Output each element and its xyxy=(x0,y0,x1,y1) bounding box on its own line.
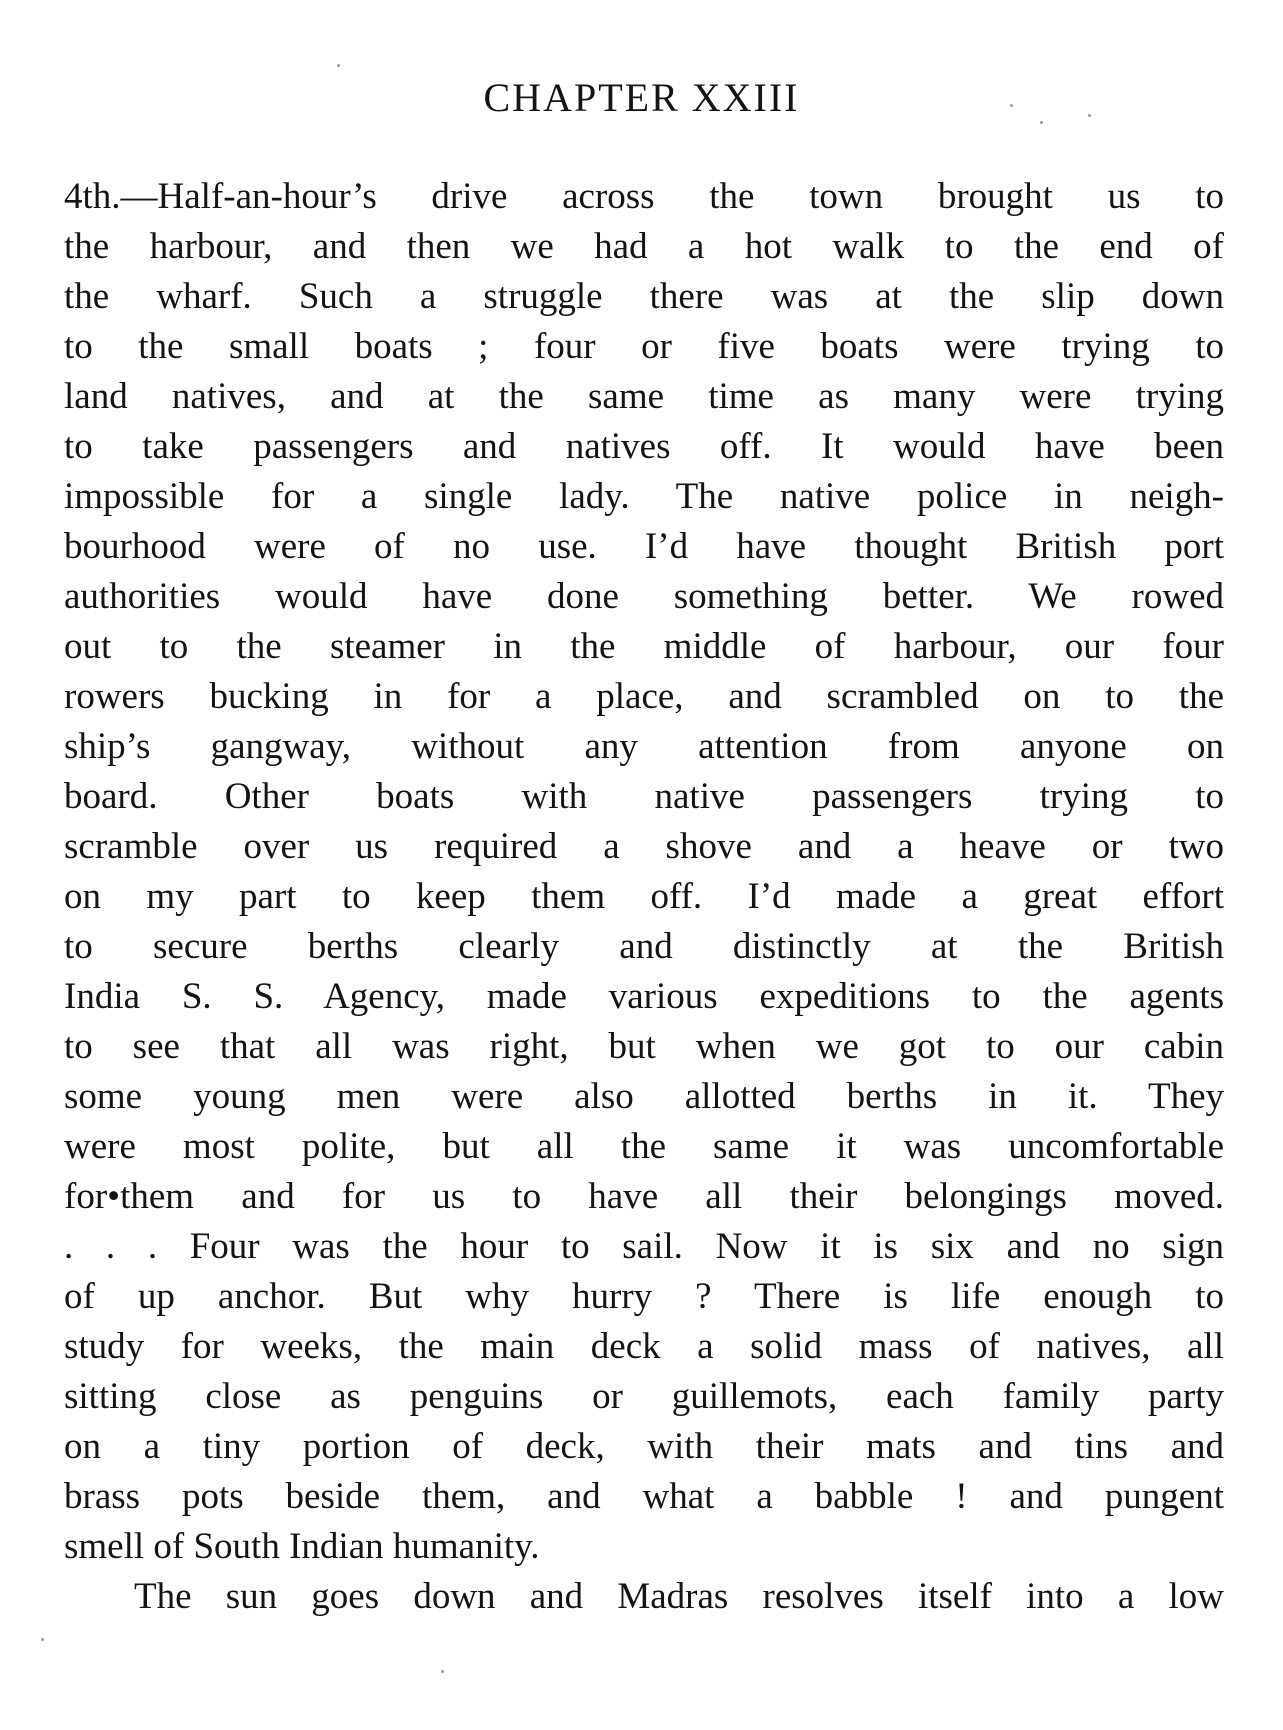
text-line: to take passengers and natives off. It would have been xyxy=(64,426,1224,467)
text-line: smell of South Indian humanity. xyxy=(64,1526,540,1567)
text-line-paragraph-start: The sun goes down and Madras resolves itself into a low xyxy=(134,1576,1224,1617)
paper-speck xyxy=(337,64,340,67)
text-line: land natives, and at the same time as many were trying xyxy=(64,376,1224,417)
text-line: ship’s gangway, without any attention from anyone on xyxy=(64,726,1224,767)
text-line: sitting close as penguins or guillemots, each family party xyxy=(64,1376,1224,1417)
chapter-heading: CHAPTER XXIII xyxy=(483,75,800,120)
text-line: board. Other boats with native passengers trying to xyxy=(64,776,1224,817)
text-line: impossible for a single lady. The native police in neigh- xyxy=(64,476,1224,517)
text-line: to secure berths clearly and distinctly at the British xyxy=(64,926,1224,967)
text-line: bourhood were of no use. I’d have thought British port xyxy=(64,526,1224,567)
paper-speck xyxy=(41,1638,44,1641)
text-line: . . . Four was the hour to sail. Now it is six and no sign xyxy=(64,1226,1224,1267)
text-line: to see that all was right, but when we got to our cabin xyxy=(64,1026,1224,1067)
body-text xyxy=(64,172,1224,1622)
text-line: brass pots beside them, and what a babble ! and pungent xyxy=(64,1476,1224,1517)
text-line: authorities would have done something better. We rowed xyxy=(64,576,1224,617)
text-line: study for weeks, the main deck a solid mass of natives, all xyxy=(64,1326,1224,1367)
text-line: to the small boats ; four or five boats were trying to xyxy=(64,326,1224,367)
text-line: the wharf. Such a struggle there was at the slip down xyxy=(64,276,1224,317)
text-line: of up anchor. But why hurry ? There is life enough to xyxy=(64,1276,1224,1317)
text-line: for•them and for us to have all their belongings moved. xyxy=(64,1176,1224,1217)
text-line: were most polite, but all the same it was uncomfortable xyxy=(64,1126,1224,1167)
text-line: 4th.—Half-an-hour’s drive across the town brought us to xyxy=(64,176,1224,217)
text-line: India S. S. Agency, made various expeditions to the agents xyxy=(64,976,1224,1017)
paper-speck xyxy=(441,1670,444,1673)
text-line: some young men were also allotted berths in it. They xyxy=(64,1076,1224,1117)
text-line: the harbour, and then we had a hot walk to the end of xyxy=(64,226,1224,267)
text-line: on a tiny portion of deck, with their mats and tins and xyxy=(64,1426,1224,1467)
text-line: out to the steamer in the middle of harbour, our four xyxy=(64,626,1224,667)
text-line: on my part to keep them off. I’d made a great effort xyxy=(64,876,1224,917)
text-line: rowers bucking in for a place, and scrambled on to the xyxy=(64,676,1224,717)
text-line: scramble over us required a shove and a heave or two xyxy=(64,826,1224,867)
